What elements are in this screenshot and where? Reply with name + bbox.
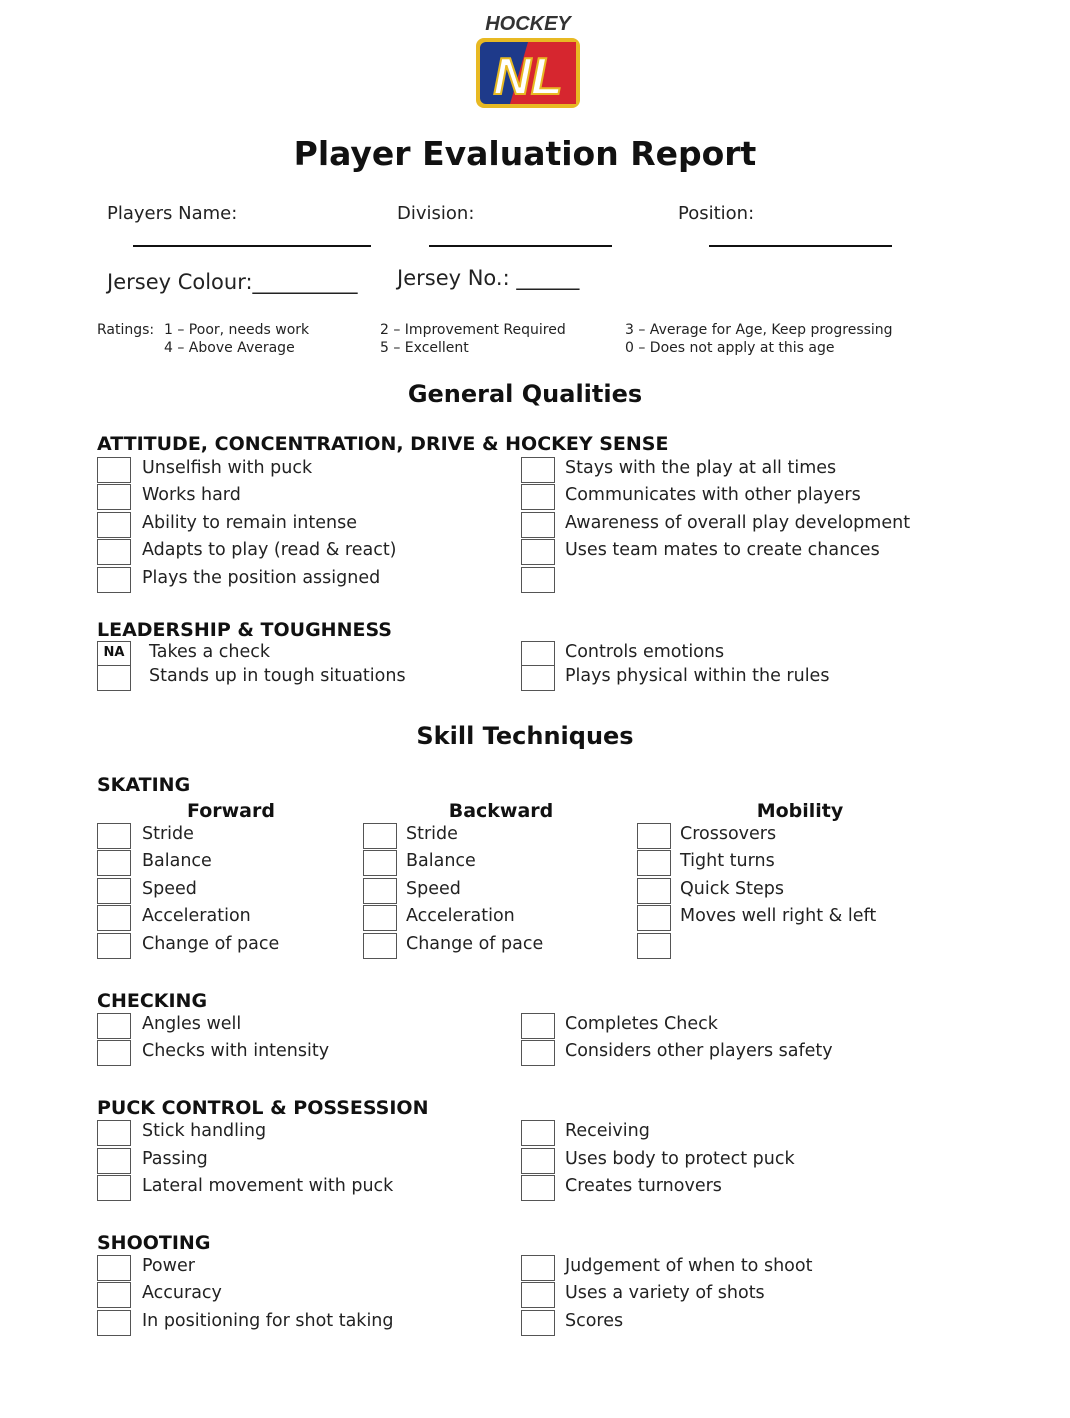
rating-checkbox[interactable] bbox=[637, 823, 671, 849]
rating-checkbox[interactable] bbox=[97, 665, 131, 691]
rating-checkbox[interactable] bbox=[97, 823, 131, 849]
rating-checkbox[interactable] bbox=[97, 539, 131, 565]
jersey-number-field[interactable]: Jersey No.: ______ bbox=[397, 266, 580, 290]
rating-checkbox[interactable] bbox=[521, 512, 555, 538]
rating-checkbox[interactable] bbox=[521, 484, 555, 510]
criteria-label: Communicates with other players bbox=[565, 485, 861, 505]
criteria-label: Acceleration bbox=[406, 906, 515, 926]
position-line[interactable] bbox=[709, 245, 892, 247]
rating-checkbox[interactable] bbox=[97, 512, 131, 538]
criteria-label: Stride bbox=[142, 824, 194, 844]
general-qualities-title: General Qualities bbox=[407, 380, 643, 408]
criteria-label: Stands up in tough situations bbox=[149, 666, 406, 686]
criteria-label: Angles well bbox=[142, 1014, 242, 1034]
rating-checkbox[interactable] bbox=[97, 457, 131, 483]
ratings-label: Ratings: bbox=[97, 322, 155, 338]
criteria-label: Stays with the play at all times bbox=[565, 458, 837, 478]
criteria-label: Speed bbox=[406, 879, 461, 899]
criteria-label: Takes a check bbox=[149, 642, 270, 662]
rating-checkbox[interactable] bbox=[97, 1175, 131, 1201]
rating-4: 4 – Above Average bbox=[164, 340, 295, 356]
criteria-label: Crossovers bbox=[680, 824, 777, 844]
players-name-label: Players Name: bbox=[107, 203, 238, 224]
rating-checkbox[interactable] bbox=[521, 665, 555, 691]
rating-checkbox[interactable] bbox=[97, 1040, 131, 1066]
rating-checkbox[interactable] bbox=[97, 850, 131, 876]
page-title: Player Evaluation Report bbox=[293, 134, 757, 173]
criteria-label: Change of pace bbox=[406, 934, 544, 954]
rating-checkbox[interactable] bbox=[97, 1013, 131, 1039]
criteria-label: Uses a variety of shots bbox=[565, 1283, 765, 1303]
criteria-label: Awareness of overall play development bbox=[565, 513, 911, 533]
criteria-label: Plays the position assigned bbox=[142, 568, 381, 588]
rating-checkbox[interactable] bbox=[521, 1282, 555, 1308]
criteria-label: Stick handling bbox=[142, 1121, 267, 1141]
rating-0: 0 – Does not apply at this age bbox=[625, 340, 835, 356]
rating-checkbox[interactable] bbox=[97, 905, 131, 931]
rating-checkbox[interactable] bbox=[97, 484, 131, 510]
criteria-label: Plays physical within the rules bbox=[565, 666, 830, 686]
criteria-label: Change of pace bbox=[142, 934, 280, 954]
puck-control-heading: PUCK CONTROL & POSSESSION bbox=[97, 1097, 429, 1119]
rating-checkbox[interactable] bbox=[363, 905, 397, 931]
rating-checkbox[interactable] bbox=[97, 1255, 131, 1281]
criteria-label: Receiving bbox=[565, 1121, 650, 1141]
rating-checkbox[interactable] bbox=[97, 1148, 131, 1174]
rating-checkbox[interactable] bbox=[97, 1120, 131, 1146]
criteria-label: Tight turns bbox=[680, 851, 775, 871]
forward-subheading: Forward bbox=[187, 800, 275, 822]
criteria-label: Uses team mates to create chances bbox=[565, 540, 880, 560]
rating-checkbox[interactable] bbox=[521, 1310, 555, 1336]
rating-checkbox[interactable] bbox=[637, 850, 671, 876]
rating-checkbox[interactable] bbox=[363, 878, 397, 904]
criteria-label: Completes Check bbox=[565, 1014, 718, 1034]
criteria-label: Quick Steps bbox=[680, 879, 785, 899]
attitude-heading: ATTITUDE, CONCENTRATION, DRIVE & HOCKEY SENSE bbox=[97, 433, 669, 455]
skating-heading: SKATING bbox=[97, 774, 191, 796]
rating-checkbox[interactable] bbox=[637, 905, 671, 931]
shooting-heading: SHOOTING bbox=[97, 1232, 211, 1254]
rating-checkbox[interactable] bbox=[521, 1120, 555, 1146]
criteria-label: Passing bbox=[142, 1149, 208, 1169]
rating-checkbox[interactable] bbox=[521, 1013, 555, 1039]
rating-checkbox[interactable] bbox=[521, 1175, 555, 1201]
logo-wordmark: HOCKEY bbox=[485, 13, 571, 35]
rating-checkbox[interactable] bbox=[521, 1148, 555, 1174]
criteria-label: Controls emotions bbox=[565, 642, 725, 662]
criteria-label: Stride bbox=[406, 824, 458, 844]
rating-2: 2 – Improvement Required bbox=[380, 322, 566, 338]
rating-checkbox[interactable] bbox=[521, 1255, 555, 1281]
criteria-label: Judgement of when to shoot bbox=[565, 1256, 813, 1276]
mobility-subheading: Mobility bbox=[756, 800, 844, 822]
criteria-label: Creates turnovers bbox=[565, 1176, 722, 1196]
players-name-line[interactable] bbox=[133, 245, 371, 247]
rating-checkbox[interactable] bbox=[97, 1310, 131, 1336]
criteria-label: Adapts to play (read & react) bbox=[142, 540, 397, 560]
criteria-label: Lateral movement with puck bbox=[142, 1176, 394, 1196]
rating-checkbox[interactable] bbox=[521, 1040, 555, 1066]
rating-checkbox[interactable] bbox=[97, 567, 131, 593]
rating-5: 5 – Excellent bbox=[380, 340, 469, 356]
na-rating-box[interactable]: NA bbox=[97, 641, 131, 667]
rating-3: 3 – Average for Age, Keep progressing bbox=[625, 322, 893, 338]
criteria-label: Power bbox=[142, 1256, 195, 1276]
criteria-label: Works hard bbox=[142, 485, 241, 505]
rating-checkbox[interactable] bbox=[97, 1282, 131, 1308]
criteria-label: Checks with intensity bbox=[142, 1041, 330, 1061]
criteria-label: Speed bbox=[142, 879, 197, 899]
rating-checkbox[interactable] bbox=[97, 933, 131, 959]
rating-checkbox[interactable] bbox=[97, 878, 131, 904]
division-line[interactable] bbox=[429, 245, 612, 247]
backward-subheading: Backward bbox=[448, 800, 554, 822]
rating-checkbox[interactable] bbox=[363, 850, 397, 876]
hockey-nl-logo bbox=[470, 10, 586, 114]
criteria-label: Uses body to protect puck bbox=[565, 1149, 795, 1169]
rating-checkbox[interactable] bbox=[521, 457, 555, 483]
position-label: Position: bbox=[678, 203, 755, 224]
rating-checkbox[interactable] bbox=[637, 878, 671, 904]
criteria-label: Considers other players safety bbox=[565, 1041, 833, 1061]
rating-1: 1 – Poor, needs work bbox=[164, 322, 310, 338]
skill-techniques-title: Skill Techniques bbox=[416, 722, 634, 750]
criteria-label: Accuracy bbox=[142, 1283, 222, 1303]
jersey-colour-field[interactable]: Jersey Colour:__________ bbox=[107, 270, 358, 294]
criteria-label: Balance bbox=[406, 851, 476, 871]
leadership-heading: LEADERSHIP & TOUGHNESS bbox=[97, 619, 392, 641]
checking-heading: CHECKING bbox=[97, 990, 208, 1012]
rating-checkbox[interactable] bbox=[521, 641, 555, 667]
rating-checkbox[interactable] bbox=[363, 933, 397, 959]
rating-checkbox[interactable] bbox=[521, 539, 555, 565]
criteria-label: In positioning for shot taking bbox=[142, 1311, 394, 1331]
division-label: Division: bbox=[397, 203, 475, 224]
rating-checkbox[interactable] bbox=[363, 823, 397, 849]
rating-checkbox[interactable] bbox=[521, 567, 555, 593]
criteria-label: Balance bbox=[142, 851, 212, 871]
logo-mark: NL bbox=[493, 48, 563, 106]
criteria-label: Moves well right & left bbox=[680, 906, 877, 926]
criteria-label: Acceleration bbox=[142, 906, 251, 926]
rating-checkbox[interactable] bbox=[637, 933, 671, 959]
criteria-label: Scores bbox=[565, 1311, 624, 1331]
criteria-label: Unselfish with puck bbox=[142, 458, 313, 478]
criteria-label: Ability to remain intense bbox=[142, 513, 357, 533]
